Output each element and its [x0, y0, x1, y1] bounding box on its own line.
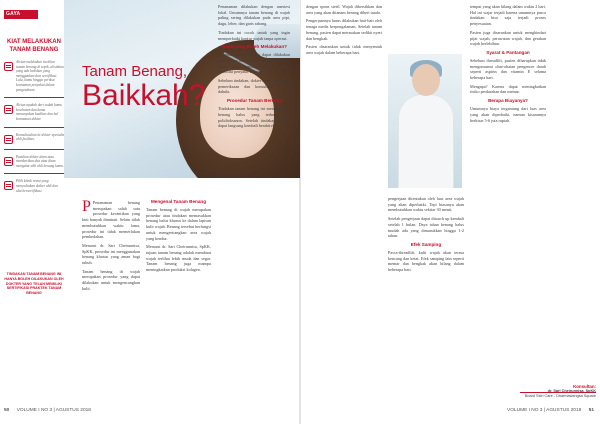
- paragraph: P Penanaman benang merupakan salah satu prosedur kecantikan yang kini banyak diminati. Selain tidak membutuhkan waktu lama, prosedur ini tidak memerlukan pembedahan.: [82, 198, 140, 240]
- divider: [4, 127, 64, 128]
- tip-text: Pastikan dokter diam atau memberikan dua atau diam mengatur ahli ahli benang kamu.: [16, 154, 64, 168]
- body-column-4: [306, 4, 382, 59]
- tip-item: [4, 155, 64, 169]
- subheading: Siapa yang Boleh Melakukan?: [221, 44, 287, 50]
- divider: [4, 149, 64, 150]
- subheading: Mengenal Tanam Benang: [150, 199, 207, 204]
- chat-bubble-icon: [4, 181, 13, 190]
- divider: [4, 97, 64, 98]
- chat-bubble-icon: [4, 135, 13, 144]
- coat-shape: [398, 94, 454, 188]
- paragraph: Pasca-threadlift, kulit wajah akan terasa kencang dan ketat. Efek samping lain seperti memar dan bengkak akan hilang dalam beberapa hari.: [388, 249, 464, 273]
- doctor-photo: [388, 54, 462, 188]
- chat-bubble-icon: [4, 62, 13, 71]
- expert-label: Konsultan:: [573, 384, 596, 389]
- footer-right: [507, 408, 594, 413]
- issue-label-right: VOLUME I NO 3 | AGUSTUS 2018: [507, 408, 582, 413]
- paragraph: Prosedur tanam benang dapat dilakukan pada pasien usia dewasa. Selain itu, pasien harus dalam kondisi sehat dan tidak memiliki penyakit tertentu.: [218, 52, 290, 75]
- paragraph: Sebelum tindakan, dokter akan melakukan pemeriksaan dan konsultasi terlebih dahulu.: [218, 78, 290, 95]
- paragraph: Tanam benang di wajah merupakan prosedur atau tindakan memasukkan benang halus khusus ke dalam lapisan kulit wajah. Benang tersebut berfungsi untuk mengencangkan area wajah yang kendur.: [146, 207, 211, 241]
- paragraph: Umumnya biaya tergantung dari luas area yang akan diperbaiki, namun kisarannya berkisar 5-6 juta rupiah.: [470, 106, 546, 123]
- body-column-1: [82, 200, 140, 295]
- tip-text: Alvian melakukan itu dilan tanam benang di sopik, alisinkan yang ada kedokan yang menggunkan dari sertifikasi. Lalu, kamu hingga periksa keamanan penyukai dalam pengetahuan: [16, 60, 64, 92]
- expert-name: dr. Sari Cheirunnisa, SpKK: [547, 389, 596, 393]
- paragraph: Mengapa? Karena dapat meningkatkan risiko perdarahan dan memar.: [470, 83, 546, 95]
- body-column-6: [470, 4, 546, 126]
- subheading: Efek Samping: [410, 241, 442, 247]
- paragraph: Tanam benang di wajah merupakan prosedur yang dapat dilakukan untuk mengencangkan kulit.: [82, 268, 140, 291]
- paragraph: Penanaman dilakukan dengan anestesi lokal. Umumnya tanam benang di wajah paling sering dilakukan pada area pipi, dagu, leher, dan garis rahang.: [218, 4, 290, 27]
- paragraph: Setelah pengerjaan dapat ditouch up kembali setelah 1 bulan. Daya tahan benang halus mudah ada yang dimasukkan hingga 1-2 tahun.: [388, 216, 464, 239]
- title-line-1: Tanam Benang,: [82, 63, 188, 80]
- body-column-3: [218, 4, 290, 132]
- body-column-2: [146, 196, 211, 276]
- paragraph: tempat yang akan hilang dalam waktu 2 hari. Hal ini wajar terjadi karena umumnya pasca tindakan bisa saja terjadi proses penyesuaian.: [470, 4, 546, 27]
- paragraph: pengerjaan ditentukan oleh luas area wajah yang akan diperbaiki. Tepi biasanya akan membutuhkan waktu sekitar 30 menit.: [388, 196, 464, 213]
- article-title: [82, 63, 205, 112]
- section-tag: GAYA HIDUP: [4, 10, 38, 19]
- paragraph: Menurut dr. Sari Cheirunnisa, SpKK, tujuan tanam benang adalah membuat wajah terlihat lebih muda dan segar. Tanam benang juga mampu meningkatkan produksi kolagen.: [146, 244, 211, 273]
- divider: [4, 173, 64, 174]
- subheading: Berapa Biayanya?: [488, 98, 528, 104]
- tip-item: [4, 60, 64, 92]
- paragraph: dengan spons steril. Wajah dibersihkan dan area yang akan ditanam benang diberi tanda.: [306, 4, 382, 15]
- paragraph: Pasien disarankan untuk tidak menyentuh area wajah dalam beberapa hari.: [306, 44, 382, 55]
- tips-title: KIAT MELAKUKAN TANAM BENANG: [7, 39, 61, 53]
- page-number-left: 50: [4, 408, 10, 413]
- title-line-2: Baikkah?: [82, 79, 206, 112]
- tips-sidebar: [4, 38, 64, 198]
- tip-item: [4, 133, 64, 144]
- head-shape: [412, 64, 440, 96]
- drop-cap: P: [82, 198, 91, 215]
- paragraph: Pengerjaannya harus dilakukan hati-hati oleh tenaga medis berpengalaman. Setelah tanam benang, pasien dapat merasakan sedikit nyeri dan bengkak.: [306, 18, 382, 41]
- chat-bubble-icon: [4, 105, 13, 114]
- expert-credit: [520, 384, 596, 399]
- issue-label-left: VOLUME I NO 3 | AGUSTUS 2018: [16, 408, 91, 413]
- tip-item: [4, 179, 64, 193]
- chat-bubble-icon: [4, 157, 13, 166]
- expert-affiliation: Board Skin Care - Dharmawangsa Square: [524, 394, 596, 398]
- tip-item: [4, 103, 64, 121]
- warning-note: TINDAKAN TANAM BENANG INI HANYA BOLEH DILAKUKAN OLEH DOKTER YANG TELAH MEMILIKI SERTIFIKASI PRAKTEK TANAM BENANG: [4, 272, 64, 296]
- tip-text: Alvian apakah dari sudah kamu kesehatan dan kamu menanyakan kualitas dan hal keamanan dokter.: [16, 103, 62, 121]
- paragraph: Tindakan ini cocok untuk yang ingin memperbaiki kontur wajah tanpa operasi.: [218, 29, 290, 41]
- subheading: Syarat & Pantangan: [486, 49, 530, 55]
- page-number-right: 51: [588, 408, 594, 413]
- paragraph: Tindakan tanam benang ini menggunakan benang halus yang terbuat dari polidioksanon. Setelah tindakan, pasien dapat langsung kembali beraktivitas.: [218, 106, 290, 129]
- subheading: Prosedur Tanam Benang: [226, 98, 282, 104]
- paragraph: Menurut dr. Sari Cheirunnisa, SpKK, prosedur ini menggunakan benang khusus yang aman bagi tubuh.: [82, 242, 140, 266]
- paragraph: Pasien juga disarankan untuk menghindari pijat wajah, perawatan wajah, dan gerakan wajah berlebihan.: [470, 29, 546, 47]
- paragraph: Sebelum threadlift, pasien diharapkan tidak mengonsumsi obat-obatan pengencer darah seperti aspirin dan vitamin E selama beberapa hari.: [470, 57, 546, 81]
- body-column-5: [388, 196, 464, 276]
- footer-left: [4, 408, 91, 413]
- tip-text: Konsultasikan ke dokter spesialis ahli fasilitas.: [16, 132, 65, 142]
- tip-text: Pilih klinik resmi yang menyediakan dokter ahli dan alat bersertifikasi.: [16, 179, 58, 193]
